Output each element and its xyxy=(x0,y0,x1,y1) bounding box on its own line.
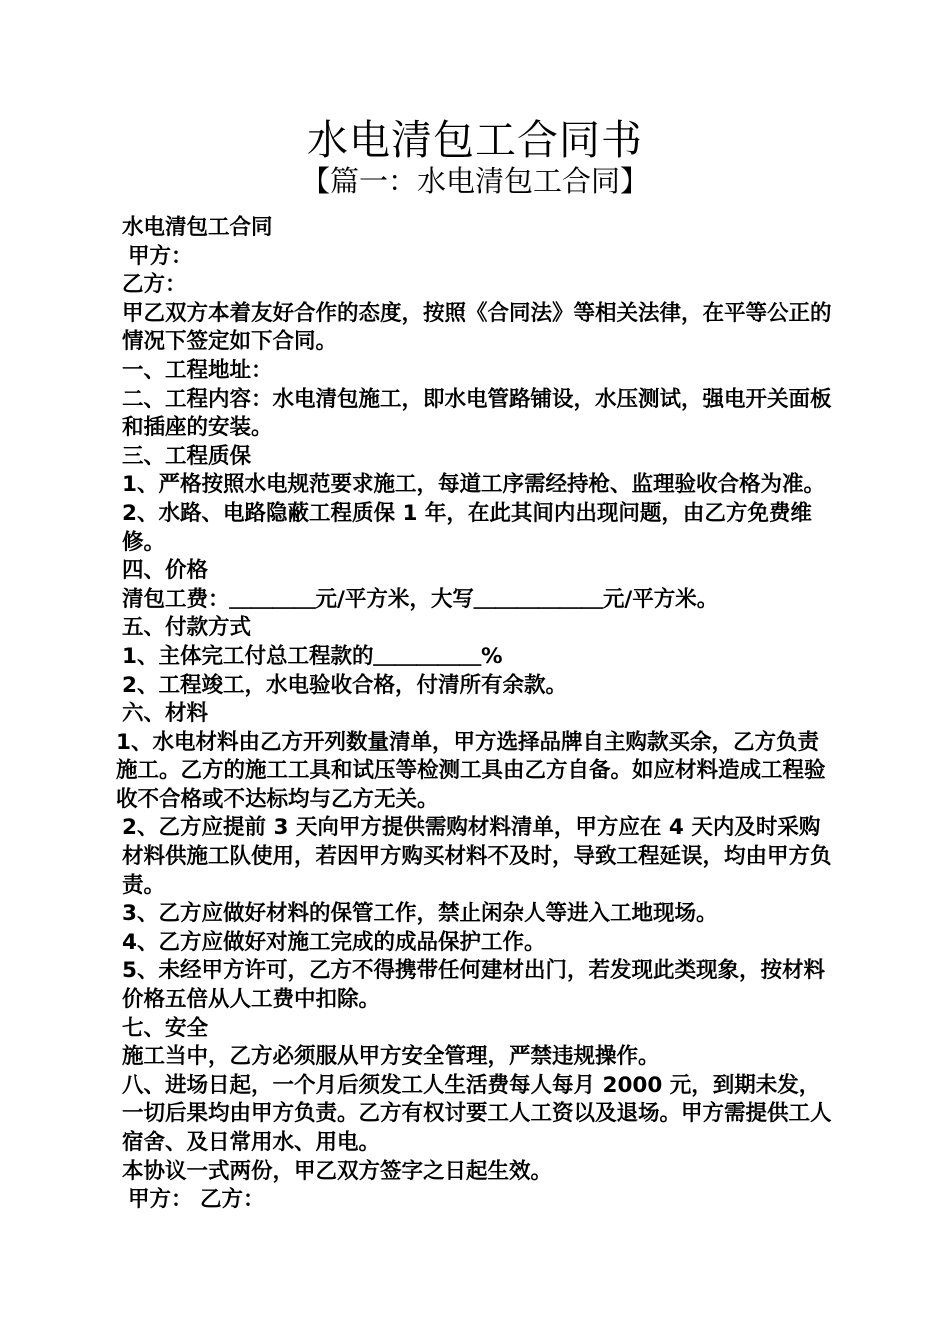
section-heading: 六、材料 xyxy=(122,701,209,727)
signature-line: 甲方： 乙方： xyxy=(128,1187,265,1213)
clause-paragraph: 4、乙方应做好对施工完成的成品保护工作。 xyxy=(122,929,546,955)
clause-paragraph: 3、乙方应做好材料的保管工作，禁止闲杂人等进入工地现场。 xyxy=(122,901,718,927)
document-body xyxy=(116,214,836,1215)
party-b-line: 乙方： xyxy=(122,272,187,298)
section-paragraph: 二、工程内容：水电清包施工，即水电管路铺设，水压测试，强电开关面板和插座的安装。 xyxy=(122,386,832,441)
document-subtitle: 【篇一：水电清包工合同】 xyxy=(300,164,649,198)
effective-clause: 本协议一式两份，甲乙双方签字之日起生效。 xyxy=(122,1158,553,1184)
party-a-line: 甲方： xyxy=(128,243,193,269)
clause-paragraph: 1、严格按照水电规范要求施工，每道工序需经持枪、监理验收合格为准。 xyxy=(122,472,825,498)
clause-paragraph: 2、工程竣工，水电验收合格，付清所有余款。 xyxy=(122,672,567,698)
section-heading: 七、安全 xyxy=(122,1015,209,1041)
clause-paragraph: 施工当中，乙方必须服从甲方安全管理，严禁违规操作。 xyxy=(122,1044,660,1070)
price-line: 清包工费：＿＿＿＿元/平方米，大写＿＿＿＿＿＿元/平方米。 xyxy=(122,586,719,612)
preamble-paragraph: 甲乙双方本着友好合作的态度，按照《合同法》等相关法律，在平等公正的情况下签定如下合同。 xyxy=(122,300,832,355)
section-heading: 一、工程地址： xyxy=(122,357,273,383)
clause-paragraph: 1、主体完工付总工程款的＿＿＿＿＿% xyxy=(122,643,503,669)
clause-paragraph: 5、未经甲方许可，乙方不得携带任何建材出门，若发现此类现象，按材料价格五倍从人工费中扣除。 xyxy=(122,958,825,1013)
clause-paragraph: 2、水路、电路隐蔽工程质保 1 年，在此其间内出现问题，由乙方免费维修。 xyxy=(122,500,812,555)
clause-paragraph: 1、水电材料由乙方开列数量清单，甲方选择品牌自主购款买余，乙方负责施工。乙方的施工工具和试压等检测工具由乙方自备。如应材料造成工程验收不合格或不达标均与乙方无关。 xyxy=(116,729,826,812)
clause-paragraph: 八、进场日起，一个月后须发工人生活费每人每月 2000 元，到期未发，一切后果均由甲方负责。乙方有权讨要工人工资以及退场。甲方需提供工人宿舍、及日常用水、用电。 xyxy=(122,1072,832,1155)
contract-heading: 水电清包工合同 xyxy=(122,215,273,240)
section-heading: 三、工程质保 xyxy=(122,443,252,469)
document-title: 水电清包工合同书 xyxy=(307,116,643,164)
section-heading: 四、价格 xyxy=(122,558,209,584)
section-heading: 五、付款方式 xyxy=(122,615,252,641)
clause-paragraph: 2、乙方应提前 3 天向甲方提供需购材料清单，甲方应在 4 天内及时采购材料供施工队使用，若因甲方购买材料不及时，导致工程延误，均由甲方负责。 xyxy=(122,815,832,898)
